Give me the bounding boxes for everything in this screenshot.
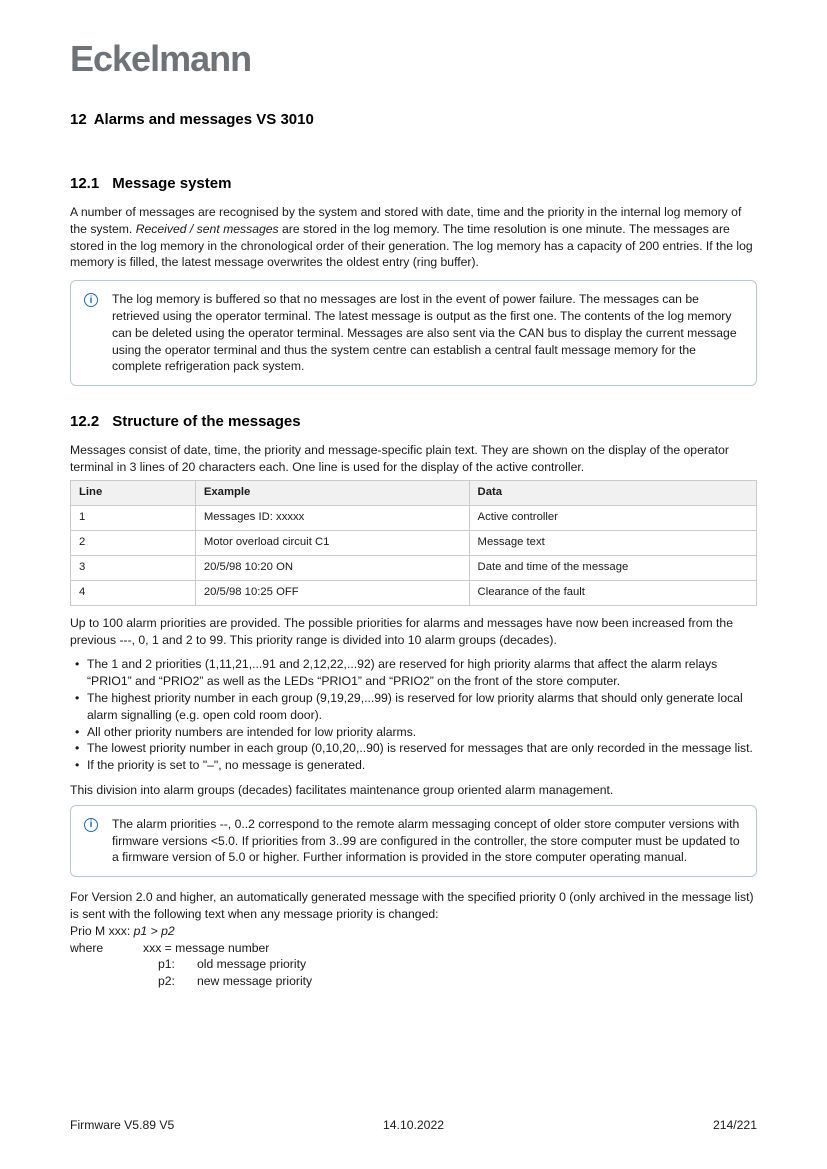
- table-row: [71, 555, 757, 580]
- prio-value: p1 > p2: [133, 923, 175, 938]
- bullet-text: The lowest priority number in each group (0,10,20,..90) is reserved for messages that are only recorded in the message list.: [87, 741, 753, 756]
- bullet-text: The highest priority number in each group (9,19,29,...99) is reserved for low priority alarms that should only generate local alarm signalling (e.g. open cold room door).: [87, 690, 743, 722]
- message-structure-table: [70, 480, 757, 606]
- p2-definition-line: [70, 973, 757, 990]
- cell-line: 3: [71, 555, 196, 580]
- bullet-text: If the priority is set to "–", no message is generated.: [87, 758, 366, 773]
- info-icon: i: [84, 818, 98, 832]
- column-header-data: Data: [469, 480, 756, 505]
- division-paragraph: This division into alarm groups (decades) facilitates maintenance group oriented alarm management.: [70, 782, 614, 797]
- info-icon-column: [84, 291, 112, 307]
- list-item: [70, 724, 757, 741]
- list-item: [70, 757, 757, 774]
- section-title: Message system: [112, 175, 232, 192]
- paragraph-italic-text: Received / sent messages: [135, 221, 279, 236]
- info-icon-column: [84, 816, 112, 832]
- priorities-intro-paragraph: Up to 100 alarm priorities are provided. The possible priorities for alarms and messages have now been increased from the previous ---, 0, 1 and 2 to 99. This priority range is divided into 10 alarm groups (decades).: [70, 615, 733, 647]
- where-value: xxx = message number: [143, 940, 270, 955]
- p2-text: new message priority: [197, 974, 313, 989]
- section-heading-12-2: [70, 413, 757, 430]
- cell-data: Active controller: [469, 505, 756, 530]
- prio-message-line: [70, 923, 757, 940]
- footer-firmware-version: Firmware V5.89 V5: [70, 1118, 175, 1132]
- priorities-bullet-list: [70, 656, 757, 774]
- section-title: Structure of the messages: [112, 413, 301, 431]
- info-box-text: The alarm priorities --, 0..2 correspond to the remote alarm messaging concept of older store computer versions with firmware versions <5.0. If priorities from 3..99 are configured in the controller, the store computer must be updated to a firmware version of 5.0 or higher. Further information is provided in the store computer operating manual.: [112, 816, 740, 865]
- cell-data: Clearance of the fault: [469, 580, 756, 605]
- version-message-block: [70, 889, 757, 990]
- footer-date: 14.10.2022: [383, 1118, 444, 1132]
- section-number: 12.1: [70, 175, 100, 192]
- footer-page-number: 214/221: [712, 1118, 757, 1132]
- table-row: [71, 530, 757, 555]
- page-footer: [70, 1117, 757, 1134]
- chapter-title: Alarms and messages VS 3010: [93, 111, 314, 128]
- section-number: 12.2: [70, 413, 100, 431]
- eckelmann-logo: Eckelmann: [70, 38, 252, 79]
- bullet-text: All other priority numbers are intended for low priority alarms.: [87, 724, 417, 739]
- where-label: where: [70, 940, 104, 955]
- cell-example: 20/5/98 10:25 OFF: [195, 580, 469, 605]
- info-box-text: The log memory is buffered so that no messages are lost in the event of power failure. The messages can be retrieved using the operator terminal. The latest message is output as the first one. The contents of the log memory can be deleted using the operator terminal. Messages are also sent via the CAN bus to display the current message using the operator terminal and thus the system centre can establish a central fault message memory for the complete refrigeration pack system.: [112, 292, 737, 374]
- cell-example: Messages ID: xxxxx: [195, 505, 469, 530]
- prio-label: Prio M xxx:: [70, 923, 134, 938]
- list-item: [70, 690, 757, 724]
- cell-data: Message text: [469, 530, 756, 555]
- bullet-icon: •: [75, 657, 80, 672]
- cell-data: Date and time of the message: [469, 555, 756, 580]
- section-heading-12-1: [70, 175, 757, 192]
- chapter-number: 12: [70, 111, 87, 128]
- info-icon: i: [84, 293, 98, 307]
- list-item: [70, 740, 757, 757]
- paragraph-text: A number of messages are recognised by the system and stored with date, time and the priority in the internal log memory of the system.: [70, 205, 742, 236]
- bullet-icon: •: [75, 758, 80, 773]
- where-line: [70, 940, 757, 957]
- p1-text: old message priority: [197, 957, 307, 972]
- bullet-icon: •: [75, 724, 80, 739]
- table-row: [71, 580, 757, 605]
- table-row: [71, 505, 757, 530]
- message-system-paragraph: [70, 204, 757, 271]
- table-header-row: [71, 480, 757, 505]
- column-header-example: Example: [195, 480, 469, 505]
- info-box-log-memory: [70, 280, 757, 386]
- cell-example: Motor overload circuit C1: [195, 530, 469, 555]
- chapter-heading: [70, 111, 757, 128]
- cell-line: 2: [71, 530, 196, 555]
- cell-example: 20/5/98 10:20 ON: [195, 555, 469, 580]
- paragraph-text: are stored in the log memory. The time resolution is one minute. The messages are stored in the log memory in the chronological order of their generation. The log memory has a capacity of 200 entries. If the log memory is filled, the latest message overwrites the oldest entry (ring buffer).: [70, 221, 753, 270]
- bullet-text: The 1 and 2 priorities (1,11,21,...91 and 2,12,22,...92) are reserved for high priority alarms that affect the alarm relays “PRIO1” and “PRIO2” as well as the LEDs “PRIO1” and “PRIO2” on the front of the store computer.: [87, 657, 718, 689]
- version-paragraph: For Version 2.0 and higher, an automatically generated message with the specified priority 0 (only archived in the message list) is sent with the following text when any message priority is changed:: [70, 890, 754, 921]
- p2-label: p2:: [158, 974, 175, 989]
- list-item: [70, 656, 757, 690]
- structure-paragraph: Messages consist of date, time, the priority and message-specific plain text. They are shown on the display of the operator terminal in 3 lines of 20 characters each. One line is used for the display of the active controller.: [70, 443, 729, 474]
- p1-definition-line: [70, 956, 757, 973]
- bullet-icon: •: [75, 690, 80, 705]
- cell-line: 1: [71, 505, 196, 530]
- column-header-line: Line: [71, 480, 196, 505]
- bullet-icon: •: [75, 741, 80, 756]
- info-box-alarm-priorities: [70, 805, 757, 877]
- p1-label: p1:: [158, 957, 175, 972]
- cell-line: 4: [71, 580, 196, 605]
